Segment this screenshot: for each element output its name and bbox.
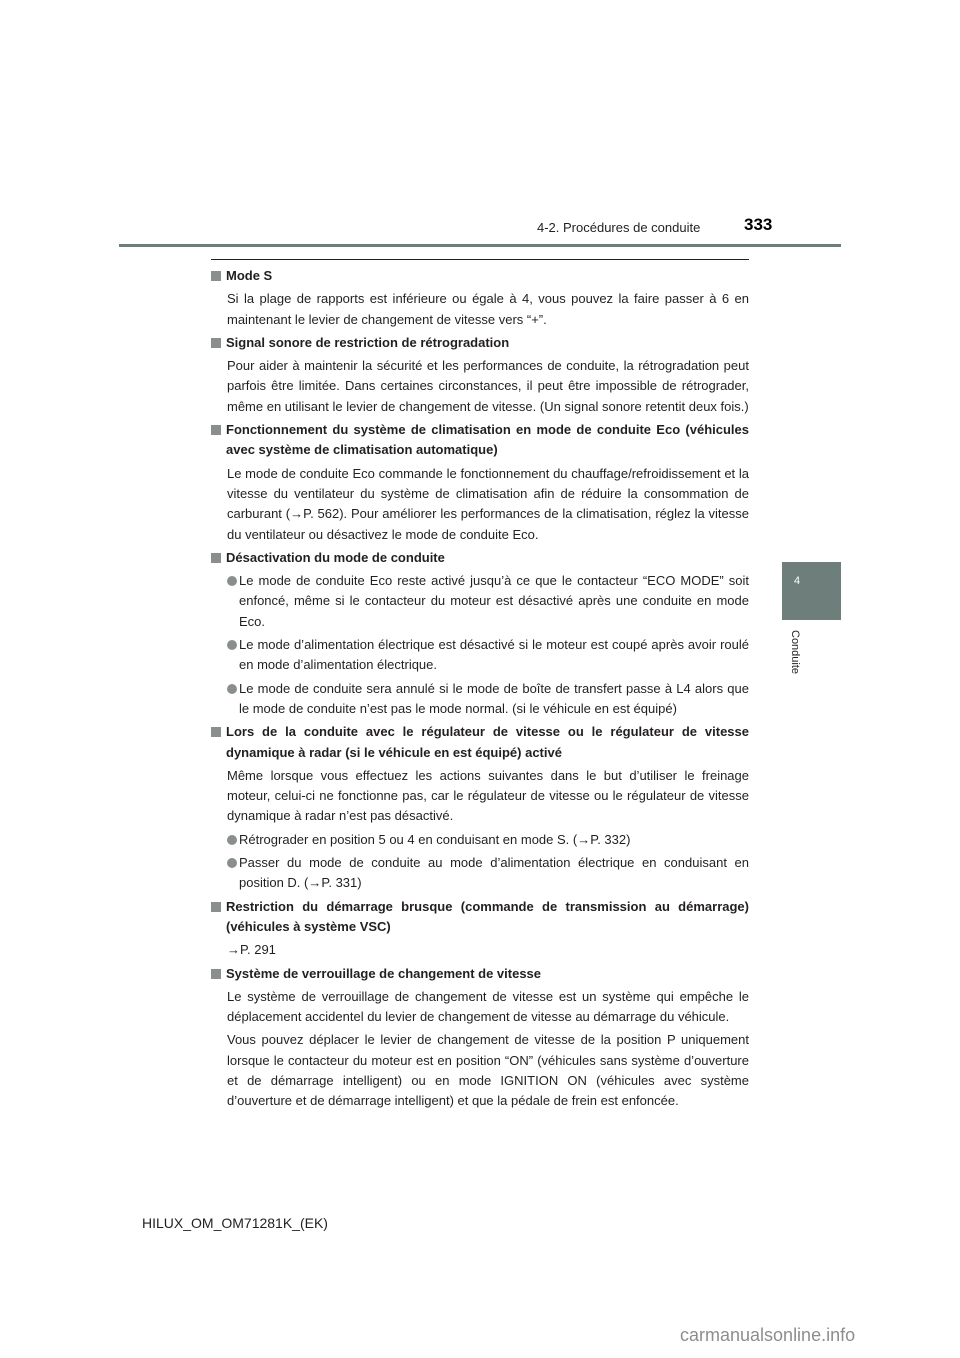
section-drive-mode-deactivation: [211, 548, 749, 719]
square-marker-icon: [211, 338, 221, 348]
section-mode-s: [211, 266, 749, 330]
chapter-label-container: [787, 630, 803, 690]
square-marker-icon: [211, 727, 221, 737]
square-marker-icon: [211, 969, 221, 979]
paragraph: Pour aider à maintenir la sécurité et les performances de conduite, la rétrogradation peut parfois être limitée. Dans certaines circonstances, il peut être impossible de rétrograder, même en utilisant le levier de changement de vitesse. (Un signal sonore retentit deux fois.): [227, 358, 749, 414]
section-heading: Désactivation du mode de conduite: [211, 548, 749, 568]
section-heading: Lors de la conduite avec le régulateur de vitesse ou le régulateur de vitesse dynamique à radar (si le véhicule en est équipé) activé: [211, 722, 749, 763]
watermark: carmanualsonline.info: [680, 1325, 856, 1345]
section-heading: Restriction du démarrage brusque (commande de transmission au démarrage) (véhicules à système VSC): [211, 897, 749, 938]
list-item: Passer du mode de conduite au mode d’alimentation électrique en conduisant en position D. (→P. 331): [211, 853, 749, 894]
document-code: HILUX_OM_OM71281K_(EK): [142, 1215, 328, 1231]
section-cruise-control: [211, 722, 749, 893]
page-reference-link[interactable]: →P. 291: [227, 942, 276, 958]
section-heading: Signal sonore de restriction de rétrogradation: [211, 333, 749, 353]
list-item: Le mode de conduite sera annulé si le mode de boîte de transfert passe à L4 alors que le mode de conduite n’est pas le mode normal. (si le véhicule en est équipé): [211, 679, 749, 720]
paragraph: Le mode de conduite Eco commande le fonctionnement du chauffage/refroidissement et la vitesse du ventilateur du système de climatisation afin de réduire la consommation de carburant (→P. 562). Pour améliorer les performances de la climatisation, réglez la vitesse du ventilateur ou désactivez le mode de conduite Eco.: [227, 465, 749, 542]
square-marker-icon: [211, 553, 221, 563]
chapter-label: Conduite: [789, 630, 801, 675]
chapter-tab: [782, 562, 841, 620]
content-top-divider: [211, 259, 749, 260]
square-marker-icon: [211, 271, 221, 281]
section-title: 4-2. Procédures de conduite: [537, 220, 701, 235]
circle-bullet-icon: [227, 835, 237, 845]
section-eco-climate: [211, 420, 749, 545]
square-marker-icon: [211, 902, 221, 912]
section-heading: Fonctionnement du système de climatisation en mode de conduite Eco (véhicules avec système de climatisation automatique): [211, 420, 749, 461]
circle-bullet-icon: [227, 684, 237, 694]
page-number: 333: [744, 215, 773, 234]
circle-bullet-icon: [227, 576, 237, 586]
paragraph: Si la plage de rapports est inférieure ou égale à 4, vous pouvez la faire passer à 6 en maintenant le levier de changement de vitesse vers “+”.: [227, 291, 749, 327]
circle-bullet-icon: [227, 858, 237, 868]
page-content: [211, 266, 749, 1115]
list-item: Le mode de conduite Eco reste activé jusqu’à ce que le contacteur “ECO MODE” soit enfoncé, même si le contacteur du moteur est désactivé après une conduite en mode Eco.: [211, 571, 749, 632]
header-divider: [119, 244, 841, 247]
paragraph: Même lorsque vous effectuez les actions suivantes dans le but d’utiliser le freinage moteur, celui-ci ne fonctionne pas, car le régulateur de vitesse ou le régulateur de vitesse dynamique à radar n’est pas désactivé.: [227, 767, 749, 824]
list-item: Rétrograder en position 5 ou 4 en conduisant en mode S. (→P. 332): [211, 830, 749, 850]
list-item: Le mode d’alimentation électrique est désactivé si le moteur est coupé après avoir roulé en mode d’alimentation électrique.: [211, 635, 749, 676]
paragraph: Le système de verrouillage de changement de vitesse est un système qui empêche le déplacement accidentel du levier de changement de vitesse au démarrage du véhicule.: [227, 988, 749, 1025]
square-marker-icon: [211, 425, 221, 435]
section-heading: Mode S: [211, 266, 749, 286]
paragraph: Vous pouvez déplacer le levier de changement de vitesse de la position P uniquement lorsque le contacteur du moteur est en position “ON” (véhicules sans système d’ouverture et de démarrage intelligent) ou en mode IGNITION ON (véhicules avec système d’ouverture et de démarrage intelligent) et que la pédale de frein est enfoncée.: [227, 1032, 749, 1109]
circle-bullet-icon: [227, 640, 237, 650]
section-sudden-start-restraint: [211, 897, 749, 961]
section-shift-lock: [211, 964, 749, 1112]
section-downshift-buzzer: [211, 333, 749, 417]
chapter-number: 4: [794, 575, 801, 587]
section-heading: Système de verrouillage de changement de vitesse: [211, 964, 749, 984]
